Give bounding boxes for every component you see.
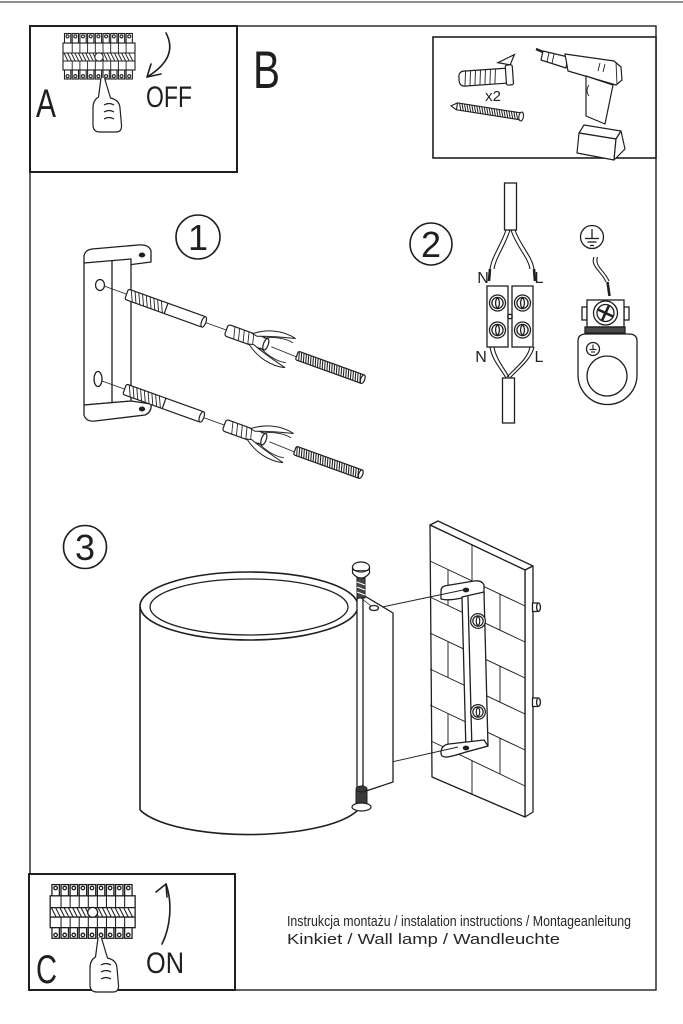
breaker-panel-illustration bbox=[63, 34, 135, 80]
step2-number: 2 bbox=[420, 224, 442, 265]
wire-label-top-n: N bbox=[477, 270, 489, 287]
wall-peg-icons bbox=[533, 603, 541, 707]
panel-a-action-label: OFF bbox=[146, 81, 192, 114]
ground-symbol-icon bbox=[581, 226, 604, 249]
lamp-backplate-illustration bbox=[357, 595, 393, 792]
breaker-panel-illustration bbox=[50, 885, 135, 939]
step1-number: 1 bbox=[187, 217, 209, 258]
panel-c-action-label: ON bbox=[146, 947, 184, 980]
panel-c-label: C bbox=[36, 948, 57, 992]
tools-box bbox=[433, 37, 656, 160]
wire-label-top-l: L bbox=[534, 270, 544, 287]
panel-a-label: A bbox=[36, 82, 57, 126]
step2-illustration bbox=[410, 183, 637, 423]
step3-number: 3 bbox=[74, 527, 96, 568]
outgoing-cable-illustration bbox=[490, 347, 534, 423]
ground-clamp-illustration bbox=[578, 300, 637, 405]
step1-illustration bbox=[84, 215, 370, 491]
ground-wire-illustration bbox=[593, 257, 609, 296]
footer-title-line: Instrukcja montażu / instalation instructions / Montageanleitung bbox=[287, 913, 631, 930]
terminal-block-illustration bbox=[487, 286, 533, 347]
panel-a-box bbox=[30, 26, 237, 172]
panel-c-box bbox=[29, 874, 235, 992]
fastener-assembly-top bbox=[98, 270, 370, 395]
wire-label-bottom-n: N bbox=[475, 349, 487, 366]
anchor-quantity-label: x2 bbox=[485, 88, 501, 105]
lamp-shade-illustration bbox=[140, 572, 363, 843]
wire-label-bottom-l: L bbox=[534, 349, 544, 366]
footer-product-line: Kinkiet / Wall lamp / Wandleuchte bbox=[287, 931, 560, 948]
section-b-label: B bbox=[253, 41, 280, 100]
step3-illustration bbox=[64, 521, 541, 843]
power-cable-illustration bbox=[489, 183, 535, 281]
fastener-assembly-bottom bbox=[96, 365, 368, 490]
